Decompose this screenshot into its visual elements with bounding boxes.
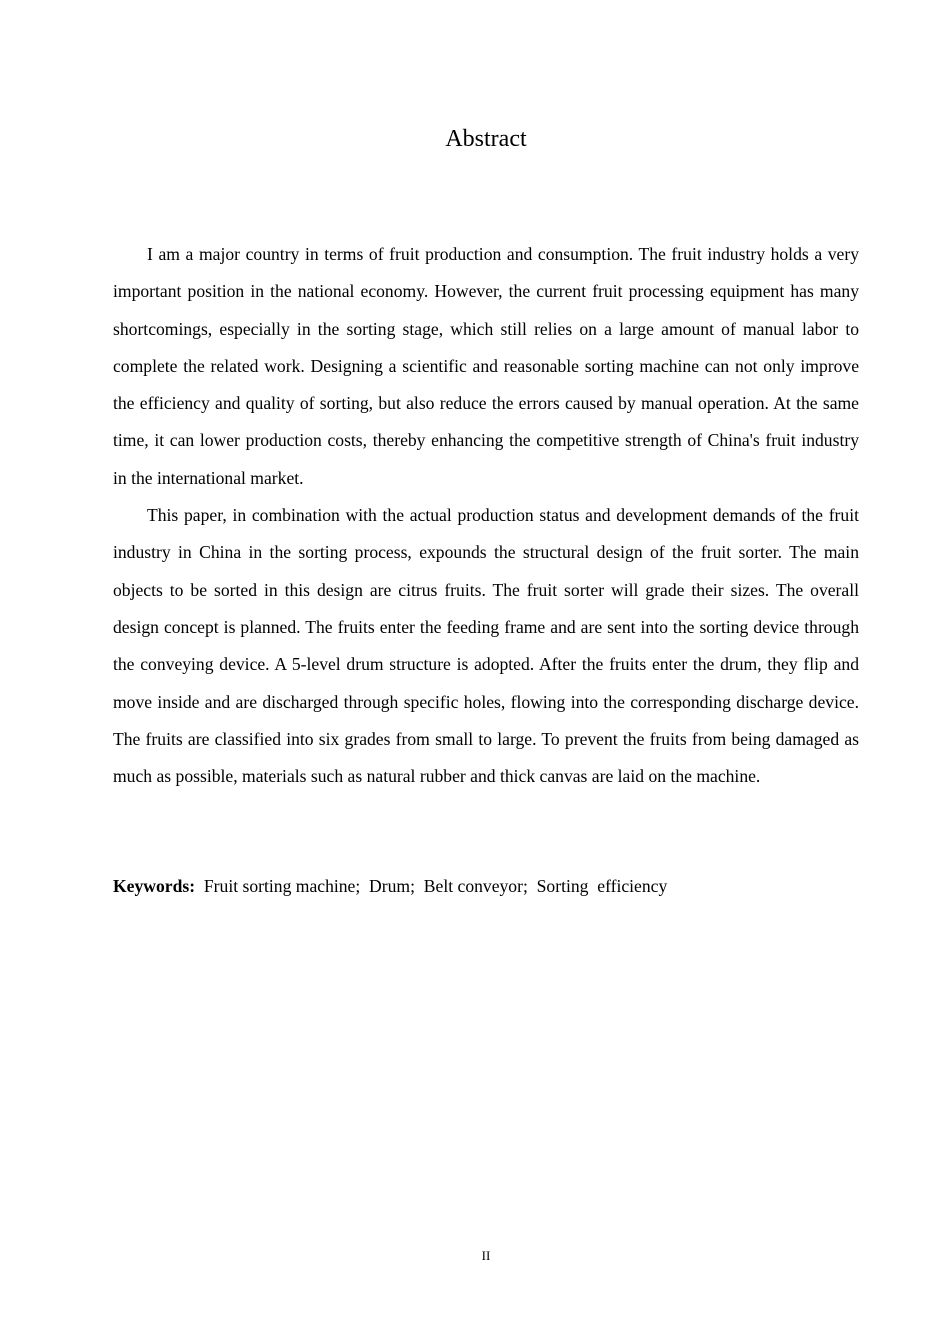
keywords-label: Keywords: — [113, 876, 196, 896]
abstract-paragraph-1: I am a major country in terms of fruit production and consumption. The fruit industry holds a very important position in the national economy. However, the current fruit processing equipment has many shortcomings, especially in the sorting stage, which still relies on a large amount of manual labor to complete the related work. Designing a scientific and reasonable sorting machine can not only improve the efficiency and quality of sorting, but also reduce the errors caused by manual operation. At the same time, it can lower production costs, thereby enhancing the competitive strength of China's fruit industry in the international market. — [113, 244, 859, 488]
keywords-line — [113, 870, 859, 902]
abstract-body — [113, 236, 859, 795]
page-number: II — [481, 1248, 491, 1263]
keywords-terms: Fruit sorting machine; Drum; Belt conveyor; Sorting efficiency — [195, 876, 668, 896]
page-title: Abstract — [445, 126, 527, 152]
abstract-paragraph-2: This paper, in combination with the actual production status and development demands of the fruit industry in China in the sorting process, expounds the structural design of the fruit sorter. The main objects to be sorted in this design are citrus fruits. The fruit sorter will grade their sizes. The overall design concept is planned. The fruits enter the feeding frame and are sent into the sorting device through the conveying device. A 5-level drum structure is adopted. After the fruits enter the drum, they flip and move inside and are discharged through specific holes, flowing into the corresponding discharge device. The fruits are classified into six grades from small to large. To prevent the fruits from being damaged as much as possible, materials such as natural rubber and thick canvas are laid on the machine. — [113, 505, 859, 787]
